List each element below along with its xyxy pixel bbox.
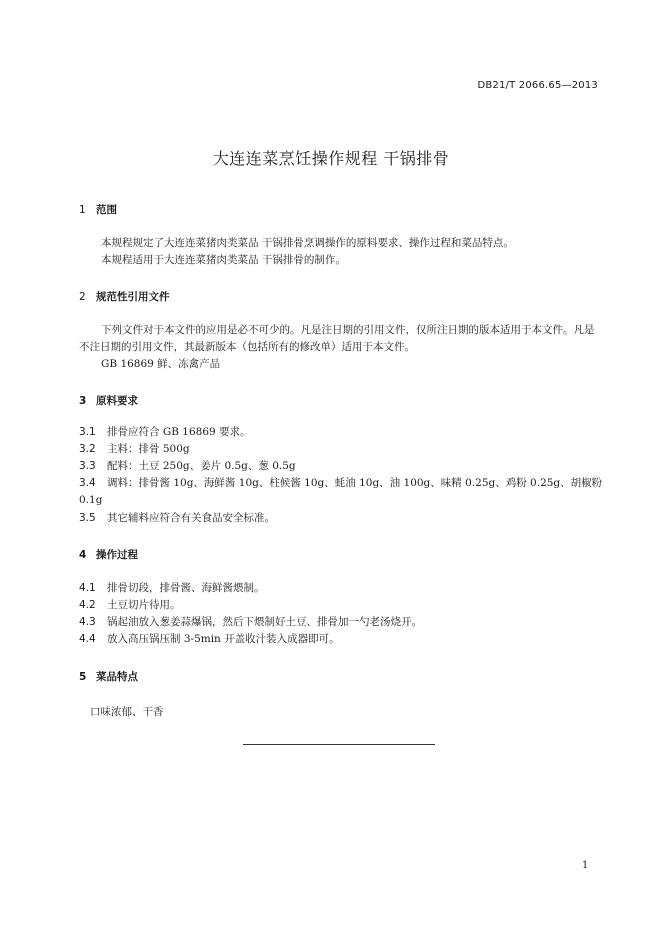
item-number: 3.5 — [79, 512, 96, 524]
item-number: 3.1 — [79, 426, 96, 438]
section-heading-references — [79, 289, 170, 304]
section-number: 5 — [79, 671, 87, 683]
section-title: 规范性引用文件 — [96, 291, 170, 303]
section-number: 4 — [79, 549, 87, 561]
item-text: 配料：土豆 250g、姜片 0.5g、葱 0.5g — [107, 460, 296, 472]
section-heading-scope — [79, 202, 117, 217]
standard-code: DB21/T 2066.65—2013 — [477, 80, 598, 91]
item-text: 主料：排骨 500g — [107, 443, 190, 455]
section-heading-materials — [79, 393, 138, 408]
section-title: 菜品特点 — [96, 671, 138, 683]
item-text: 调料：排骨酱 10g、海鲜酱 10g、柱候酱 10g、蚝油 10g、油 100g、味精 0.25g、鸡粉 0.25g、胡椒粉 0.1g — [79, 477, 603, 506]
page-number: 1 — [582, 860, 589, 871]
item-text: 其它辅料应符合有关食品安全标准。 — [107, 512, 275, 524]
process-step — [79, 631, 603, 648]
section-title: 原料要求 — [96, 395, 138, 407]
item-text: 锅起油放入葱姜蒜爆锅，然后下煨制好土豆、排骨加一勺老汤烧开。 — [107, 616, 422, 628]
materials-item — [79, 475, 603, 509]
section-number: 2 — [79, 291, 86, 303]
process-step — [79, 597, 603, 614]
scope-paragraph-1: 本规程规定了大连连菜猪肉类菜品 干锅排骨烹调操作的原料要求、操作过程和菜品特点。 — [101, 237, 514, 249]
item-number: 4.4 — [79, 633, 96, 645]
features-text: 口味浓郁、干香 — [90, 706, 164, 718]
section-number: 1 — [79, 204, 86, 216]
end-rule — [243, 744, 435, 745]
item-text: 排骨切段，排骨酱、海鲜酱煨制。 — [107, 582, 265, 594]
scope-paragraph-2: 本规程适用于大连连菜猪肉类菜品 干锅排骨的制作。 — [101, 254, 346, 266]
section-title: 范围 — [96, 204, 117, 216]
item-number: 3.4 — [79, 477, 96, 489]
item-number: 4.2 — [79, 599, 96, 611]
section-title: 操作过程 — [96, 549, 138, 561]
item-number: 4.1 — [79, 582, 96, 594]
item-text: 排骨应符合 GB 16869 要求。 — [107, 426, 251, 438]
process-step — [79, 614, 603, 631]
materials-item — [79, 510, 603, 527]
reference-item: GB 16869 鲜、冻禽产品 — [101, 358, 221, 370]
item-number: 3.2 — [79, 443, 96, 455]
materials-item — [79, 424, 603, 441]
item-number: 4.3 — [79, 616, 96, 628]
section-number: 3 — [79, 395, 87, 407]
item-number: 3.3 — [79, 460, 96, 472]
materials-item — [79, 441, 603, 458]
item-text: 放入高压锅压制 3-5min 开盖收汁装入成器即可。 — [107, 633, 340, 645]
document-title: 大连连菜烹饪操作规程 干锅排骨 — [212, 149, 450, 168]
item-text: 土豆切片待用。 — [107, 599, 181, 611]
materials-item — [79, 458, 603, 475]
process-step — [79, 580, 603, 597]
references-paragraph: 下列文件对于本文件的应用是必不可少的。凡是注日期的引用文件，仅所注日期的版本适用于本文件。凡是不注日期的引用文件，其最新版本（包括所有的修改单）适用于本文件。 — [79, 324, 595, 353]
section-heading-features — [79, 669, 138, 684]
section-heading-process — [79, 547, 138, 562]
